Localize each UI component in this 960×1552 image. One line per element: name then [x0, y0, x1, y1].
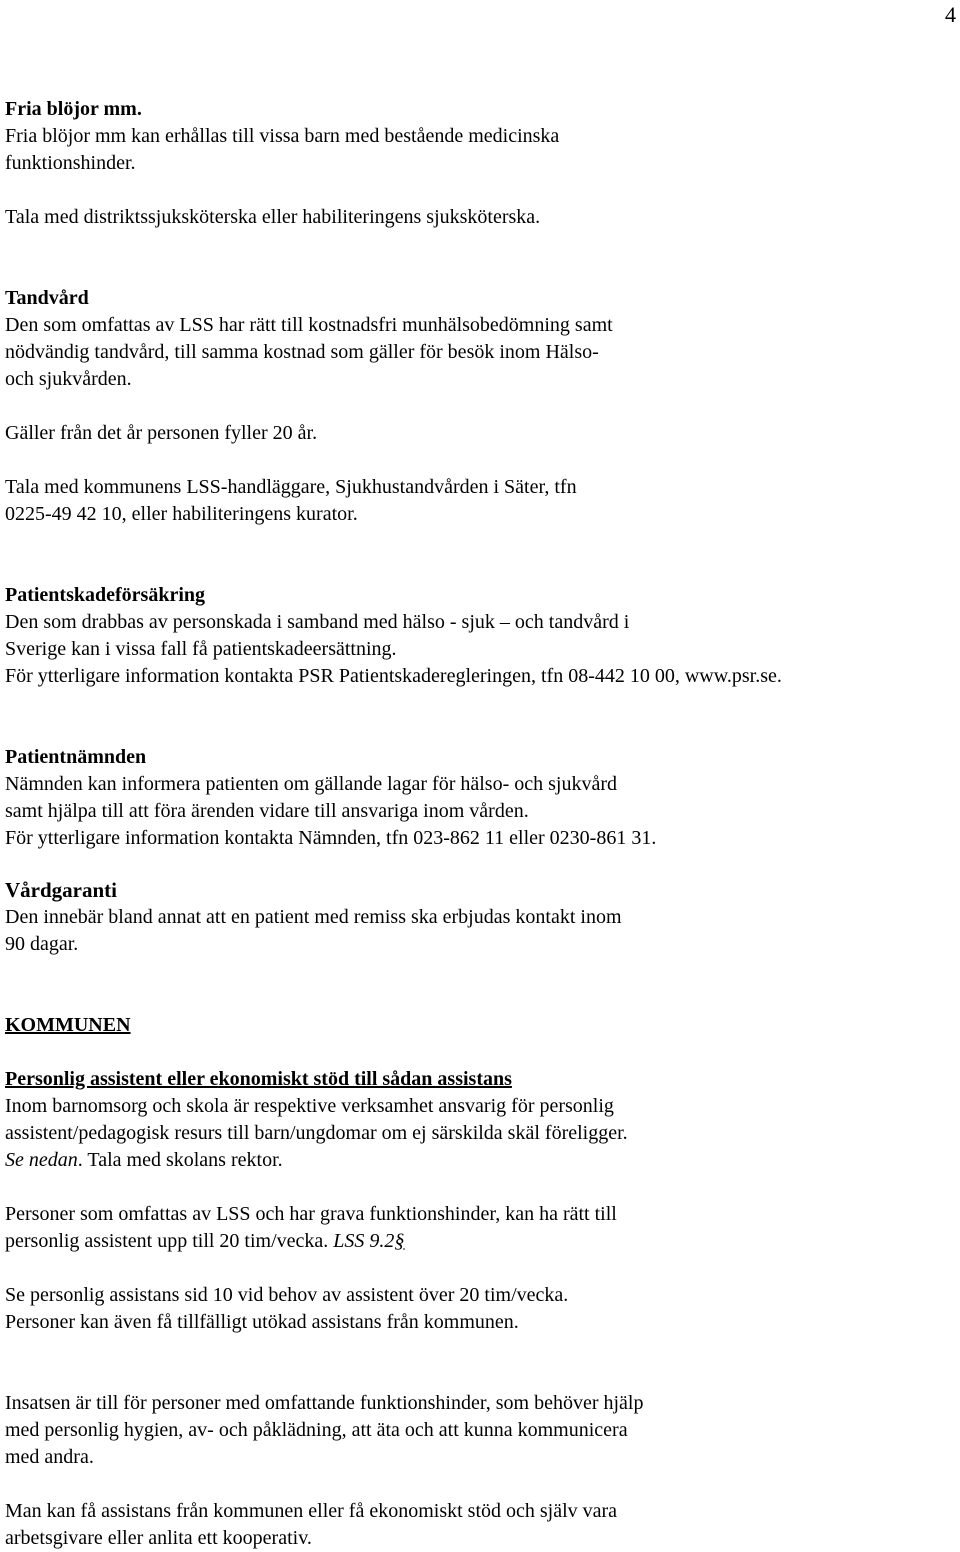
- section-heading-kommunen: KOMMUNEN: [5, 1014, 131, 1036]
- paragraph-line: Den innebär bland annat att en patient med remiss ska erbjudas kontakt inom: [5, 906, 622, 928]
- paragraph-line: [5, 1228, 945, 1255]
- paragraph-line: Tala med kommunens LSS-handläggare, Sjukhustandvården i Säter, tfn: [5, 476, 577, 498]
- section-heading-patientnamnden: Patientnämnden: [5, 746, 147, 768]
- paragraph-line: Sverige kan i vissa fall få patientskadeersättning.: [5, 638, 397, 660]
- page-number: 4: [945, 2, 956, 27]
- paragraph-line: Man kan få assistans från kommunen eller få ekonomiskt stöd och själv vara: [5, 1500, 618, 1522]
- section-heading-vardgaranti: Vårdgaranti: [5, 878, 117, 902]
- paragraph-line: Personer som omfattas av LSS och har grava funktionshinder, kan ha rätt till: [5, 1203, 617, 1225]
- paragraph-line: För ytterligare information kontakta PSR Patientskaderegleringen, tfn 08-442 10 00, www.psr.se.: [5, 665, 782, 687]
- paragraph-line: Se personlig assistans sid 10 vid behov av assistent över 20 tim/vecka.: [5, 1284, 569, 1306]
- lss-line-text: personlig assistent upp till 20 tim/vecka.: [5, 1230, 334, 1252]
- section-heading-tandvard: Tandvård: [5, 287, 89, 309]
- paragraph-line: med andra.: [5, 1446, 94, 1468]
- paragraph-line: För ytterligare information kontakta Nämnden, tfn 023-862 11 eller 0230-861 31.: [5, 827, 657, 849]
- paragraph-line: 0225-49 42 10, eller habiliteringens kurator.: [5, 503, 358, 525]
- paragraph-line: Personer kan även få tillfälligt utökad assistans från kommunen.: [5, 1311, 519, 1333]
- paragraph-line: assistent/pedagogisk resurs till barn/ungdomar om ej särskilda skäl föreligger.: [5, 1122, 628, 1144]
- paragraph-line: arbetsgivare eller anlita ett kooperativ.: [5, 1527, 312, 1549]
- paragraph-line: Den som omfattas av LSS har rätt till kostnadsfri munhälsobedömning samt: [5, 314, 613, 336]
- paragraph-line: Den som drabbas av personskada i samband med hälso - sjuk – och tandvård i: [5, 611, 630, 633]
- paragraph-line: funktionshinder.: [5, 152, 136, 174]
- paragraph-line: 90 dagar.: [5, 933, 79, 955]
- paragraph-line: och sjukvården.: [5, 368, 132, 390]
- paragraph-line: Tala med distriktssjuksköterska eller habiliteringens sjuksköterska.: [5, 206, 541, 228]
- paragraph-line: Insatsen är till för personer med omfattande funktionshinder, som behöver hjälp: [5, 1392, 644, 1414]
- paragraph-line: Nämnden kan informera patienten om gällande lagar för hälso- och sjukvård: [5, 773, 618, 795]
- paragraph-line: med personlig hygien, av- och påklädning, att äta och att kunna kommunicera: [5, 1419, 628, 1441]
- paragraph-line: Inom barnomsorg och skola är respektive verksamhet ansvarig för personlig: [5, 1095, 614, 1117]
- section-symbol: §: [394, 1230, 405, 1252]
- see-below-ref: Se nedan: [5, 1149, 78, 1171]
- section-heading-blojor: Fria blöjor mm.: [5, 98, 142, 120]
- section-heading-patientskada: Patientskadeförsäkring: [5, 584, 205, 606]
- see-below-rest: . Tala med skolans rektor.: [77, 1149, 283, 1171]
- paragraph-line: nödvändig tandvård, till samma kostnad som gäller för besök inom Hälso-: [5, 341, 599, 363]
- paragraph-line: Fria blöjor mm kan erhållas till vissa barn med bestående medicinska: [5, 125, 560, 147]
- lss-reference: LSS 9.2: [333, 1230, 395, 1252]
- section-heading-assistent: Personlig assistent eller ekonomiskt stöd till sådan assistans: [5, 1068, 512, 1090]
- paragraph-line: Gäller från det år personen fyller 20 år.: [5, 422, 318, 444]
- paragraph-line: [5, 1147, 945, 1174]
- paragraph-line: samt hjälpa till att föra ärenden vidare till ansvariga inom vården.: [5, 800, 529, 822]
- document-body: [5, 96, 945, 1552]
